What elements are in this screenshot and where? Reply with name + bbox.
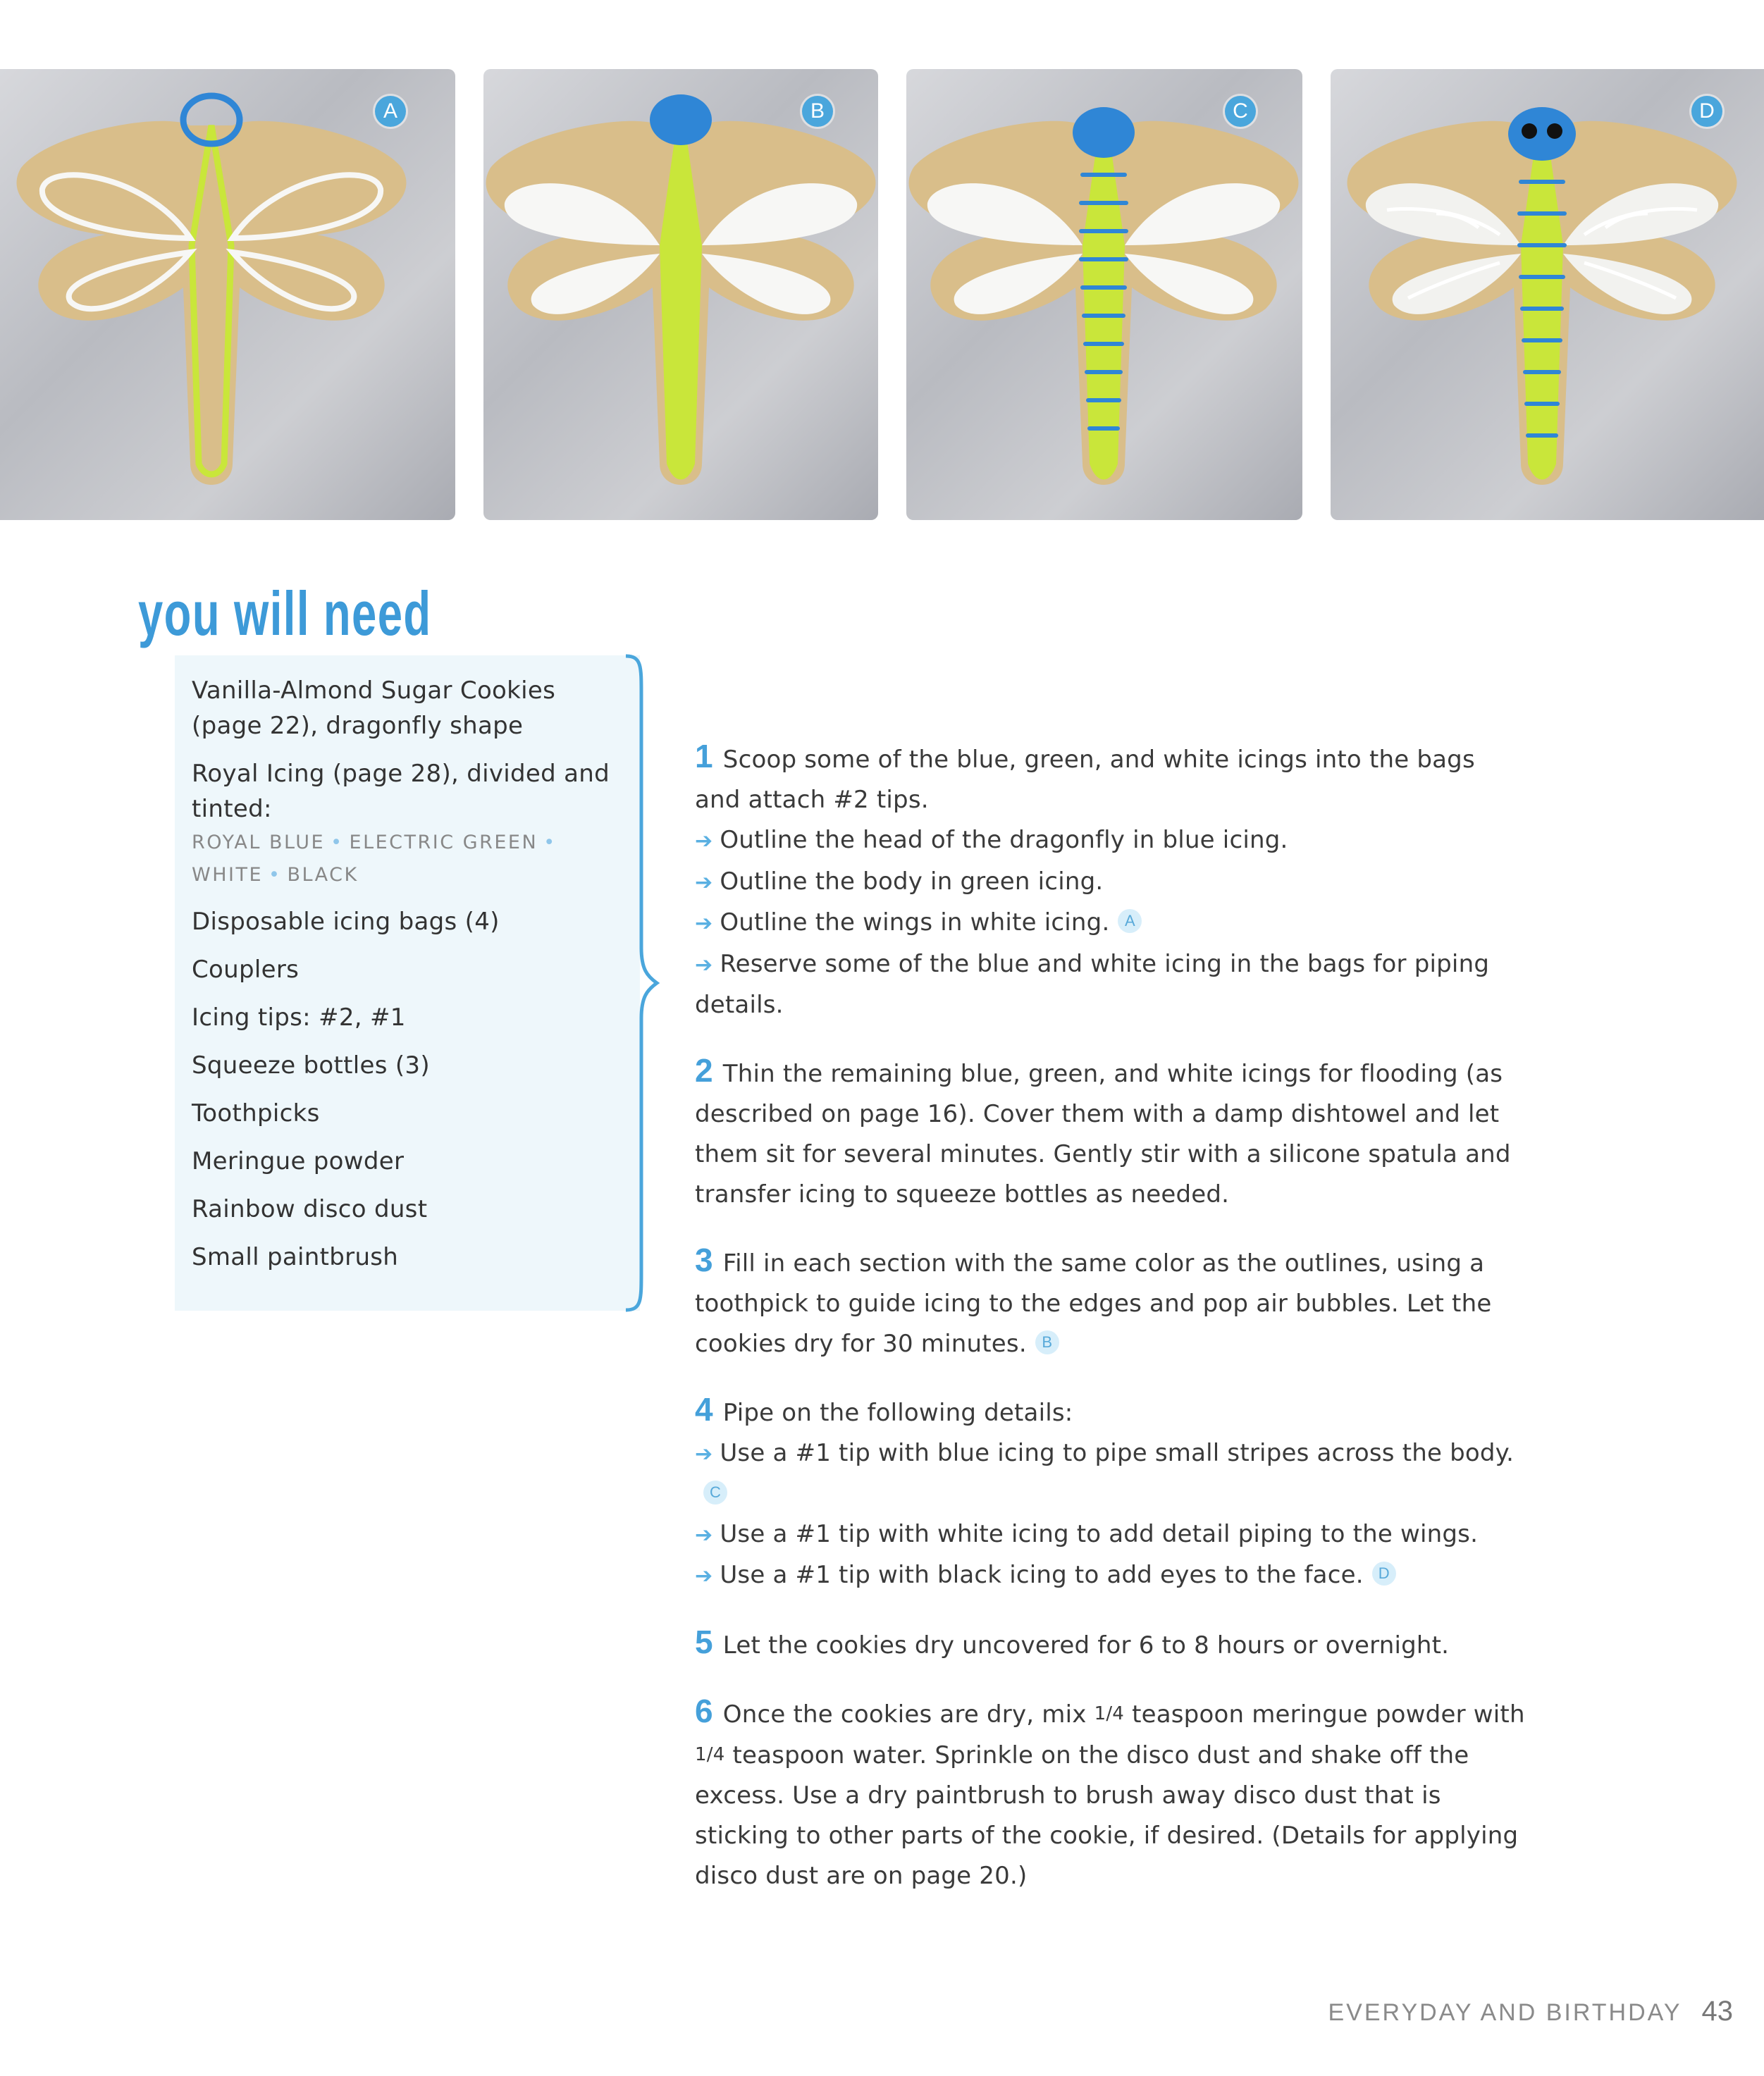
fraction: 1/4 [1094,1703,1125,1724]
step-body-part: teaspoon meringue powder with [1132,1700,1525,1729]
supply-item-brush: Small paintbrush [192,1243,399,1271]
arrow-right-icon: ➔ [695,1441,713,1466]
supply-item-royal-icing-label: Royal Icing (page 28), divided and tinted: [192,760,610,823]
substep [695,1555,1526,1597]
supply-item-toothpicks: Toothpicks [192,1099,320,1127]
icing-color-royal-blue: ROYAL BLUE [192,832,326,853]
substep [695,1433,1526,1514]
step-body-part: Once the cookies are dry, mix [722,1700,1087,1729]
substep-list [695,820,1526,1025]
substep-text: Outline the head of the dragonfly in blue icing. [720,826,1288,854]
arrow-right-icon: ➔ [695,829,713,853]
photo-step-c [906,69,1302,520]
supply-item-bottles: Squeeze bottles (3) [192,1051,430,1080]
icing-color-black: BLACK [287,864,359,886]
step-number: 4 [695,1390,713,1428]
dragonfly-cookie-outlined-image [0,69,455,520]
arrow-right-icon: ➔ [695,911,713,936]
dragonfly-cookie-striped-image [906,69,1302,520]
step-2 [695,1051,1526,1215]
page-number: 43 [1701,1996,1733,2027]
photo-step-a [0,69,455,520]
step-body: Fill in each section with the same color as the outlines, using a toothpick to guide icing to the edges and pop air bubbles. Let the cookies dry for 30 minutes. [695,1249,1492,1358]
step-text [695,1691,1526,1896]
dragonfly-cookie-finished-image [1331,69,1764,520]
step-text [695,736,1526,820]
bullet-dot-icon: • [331,832,344,853]
supply-item-cookies: Vanilla-Almond Sugar Cookies (page 22), dragonfly shape [192,676,556,740]
step-body: Pipe on the following details: [722,1398,1073,1427]
substep-text: Outline the body in green icing. [720,867,1104,896]
step-text [695,1622,1526,1666]
step-5 [695,1622,1526,1666]
step-3 [695,1240,1526,1364]
substep-text: Use a #1 tip with white icing to add detail piping to the wings. [720,1519,1479,1548]
substep-text: Use a #1 tip with blue icing to pipe small stripes across the body. [720,1438,1515,1467]
icing-color-electric-green: ELECTRIC GREEN [349,832,538,853]
supply-item-meringue: Meringue powder [192,1147,405,1175]
step-text [695,1390,1526,1433]
arrow-right-icon: ➔ [695,870,713,895]
arrow-right-icon: ➔ [695,1522,713,1547]
photo-step-b [483,69,878,520]
substep-text: Reserve some of the blue and white icing in the bags for piping details. [695,949,1490,1019]
supply-list [192,673,629,1287]
photo-reference-badge: C [703,1481,727,1505]
step-number: 3 [695,1241,713,1278]
step-text [695,1240,1526,1364]
step-body: Thin the remaining blue, green, and white icings for flooding (as described on page 16). Cover them with a damp dishtowel and let them sit for several minutes. Gently stir with a silicone spatula and transfer icing to squeeze bottles as needed. [695,1059,1511,1209]
section-name: EVERYDAY AND BIRTHDAY [1328,1999,1682,2026]
fraction: 1/4 [695,1743,725,1765]
photo-label-badge: C [1225,96,1256,127]
dragonfly-cookie-flooded-image [483,69,878,520]
step-4 [695,1390,1526,1597]
substep [695,944,1526,1025]
supply-item-couplers: Couplers [192,956,300,984]
icing-color-white: WHITE [192,864,264,886]
step-1 [695,736,1526,1025]
substep [695,820,1526,862]
step-text [695,1051,1526,1215]
instructions [695,736,1526,1922]
photo-label-badge: B [802,96,833,127]
bullet-dot-icon: • [269,864,282,886]
page-footer [1328,1996,1734,2027]
substep [695,903,1526,944]
substep [695,862,1526,903]
bullet-dot-icon: • [543,832,557,853]
step-body-part: teaspoon water. Sprinkle on the disco dust and shake off the excess. Use a dry paintbrush to brush away disco dust that is sticking to other parts of the cookie, if desired. (Details for applying disco dust are on page 20.) [695,1741,1519,1890]
icing-color-list [192,827,629,891]
substep-list [695,1433,1526,1597]
substep [695,1514,1526,1556]
photo-reference-badge: D [1372,1562,1396,1586]
step-number: 2 [695,1051,713,1089]
photo-reference-badge: B [1035,1330,1059,1354]
step-body: Scoop some of the blue, green, and white icings into the bags and attach #2 tips. [695,746,1475,814]
photo-label-badge: A [375,96,406,127]
supply-item-dust: Rainbow disco dust [192,1195,428,1223]
photo-label-badge: D [1691,96,1722,127]
supply-item-tips: Icing tips: #2, #1 [192,1003,406,1032]
photo-reference-badge: A [1118,909,1142,933]
supply-item-royal-icing [192,756,629,891]
arrow-right-icon: ➔ [695,1564,713,1588]
photo-step-d [1331,69,1764,520]
you-will-need-heading: you will need [138,579,432,648]
step-number: 5 [695,1623,713,1660]
arrow-right-icon: ➔ [695,952,713,977]
supply-item-bags: Disposable icing bags (4) [192,908,500,936]
step-number: 6 [695,1692,713,1729]
substep-text: Outline the wings in white icing. [720,908,1110,937]
step-number: 1 [695,738,713,774]
step-6 [695,1691,1526,1896]
substep-text: Use a #1 tip with black icing to add eyes to the face. [720,1561,1364,1589]
step-body: Let the cookies dry uncovered for 6 to 8 hours or overnight. [722,1631,1450,1660]
